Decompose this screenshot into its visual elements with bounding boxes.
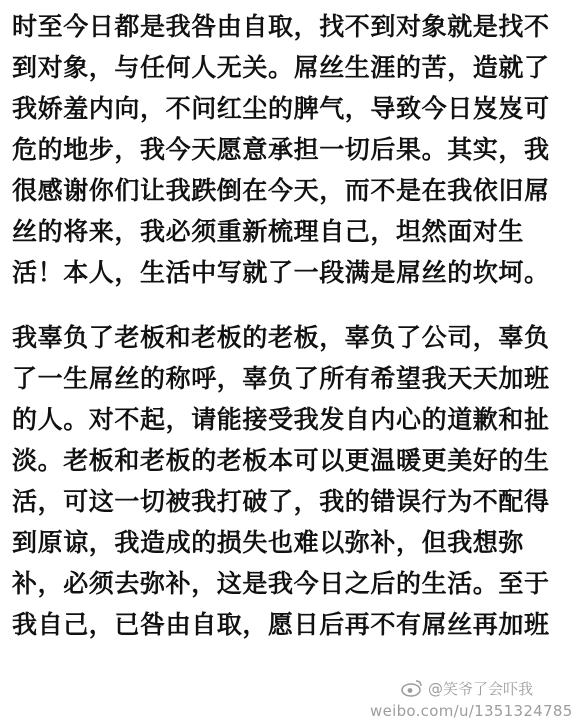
text-line: 丝的将来，我必须重新梳理自己，坦然面对生 — [12, 217, 525, 246]
text-line: 很感谢你们让我跌倒在今天，而不是在我依旧屌 — [12, 176, 550, 205]
text-line: 了一生屌丝的称呼，辜负了所有希望我天天加班 — [12, 364, 550, 393]
text-line: 活！本人，生活中写就了一段满是屌丝的坎坷。 — [12, 258, 550, 287]
text-line: 我自己，已咎由自取，愿日后再不有屌丝再加班 — [12, 610, 550, 639]
text-line: 时至今日都是我咎由自取，找不到对象就是找不 — [12, 12, 550, 41]
weibo-watermark — [370, 678, 576, 720]
text-line: 的人。对不起，请能接受我发自内心的道歉和扯 — [12, 405, 550, 434]
text-line: 到原谅，我造成的损失也难以弥补，但我想弥 — [12, 528, 525, 557]
weibo-logo-icon — [400, 678, 424, 698]
text-line: 活，可这一切被我打破了，我的错误行为不配得 — [12, 487, 550, 516]
paragraph-1 — [12, 6, 572, 293]
text-line: 危的地步，我今天愿意承担一切后果。其实，我 — [12, 135, 550, 164]
paragraph-spacer — [12, 293, 572, 317]
watermark-handle: @笑爷了会吓我 — [428, 680, 534, 698]
text-line: 淡。老板和老板的老板本可以更温暖更美好的生 — [12, 446, 550, 475]
text-line: 我娇羞内向，不问红尘的脾气，导致今日岌岌可 — [12, 94, 550, 123]
text-line: 补，必须去弥补，这是我今日之后的生活。至于 — [12, 569, 550, 598]
text-line: 到对象，与任何人无关。屌丝生涯的苦，造就了 — [12, 53, 550, 82]
watermark-url: weibo.com/u/1351324785 — [370, 702, 573, 720]
text-line: 我辜负了老板和老板的老板，辜负了公司，辜负 — [12, 323, 550, 352]
paragraph-2 — [12, 317, 572, 645]
